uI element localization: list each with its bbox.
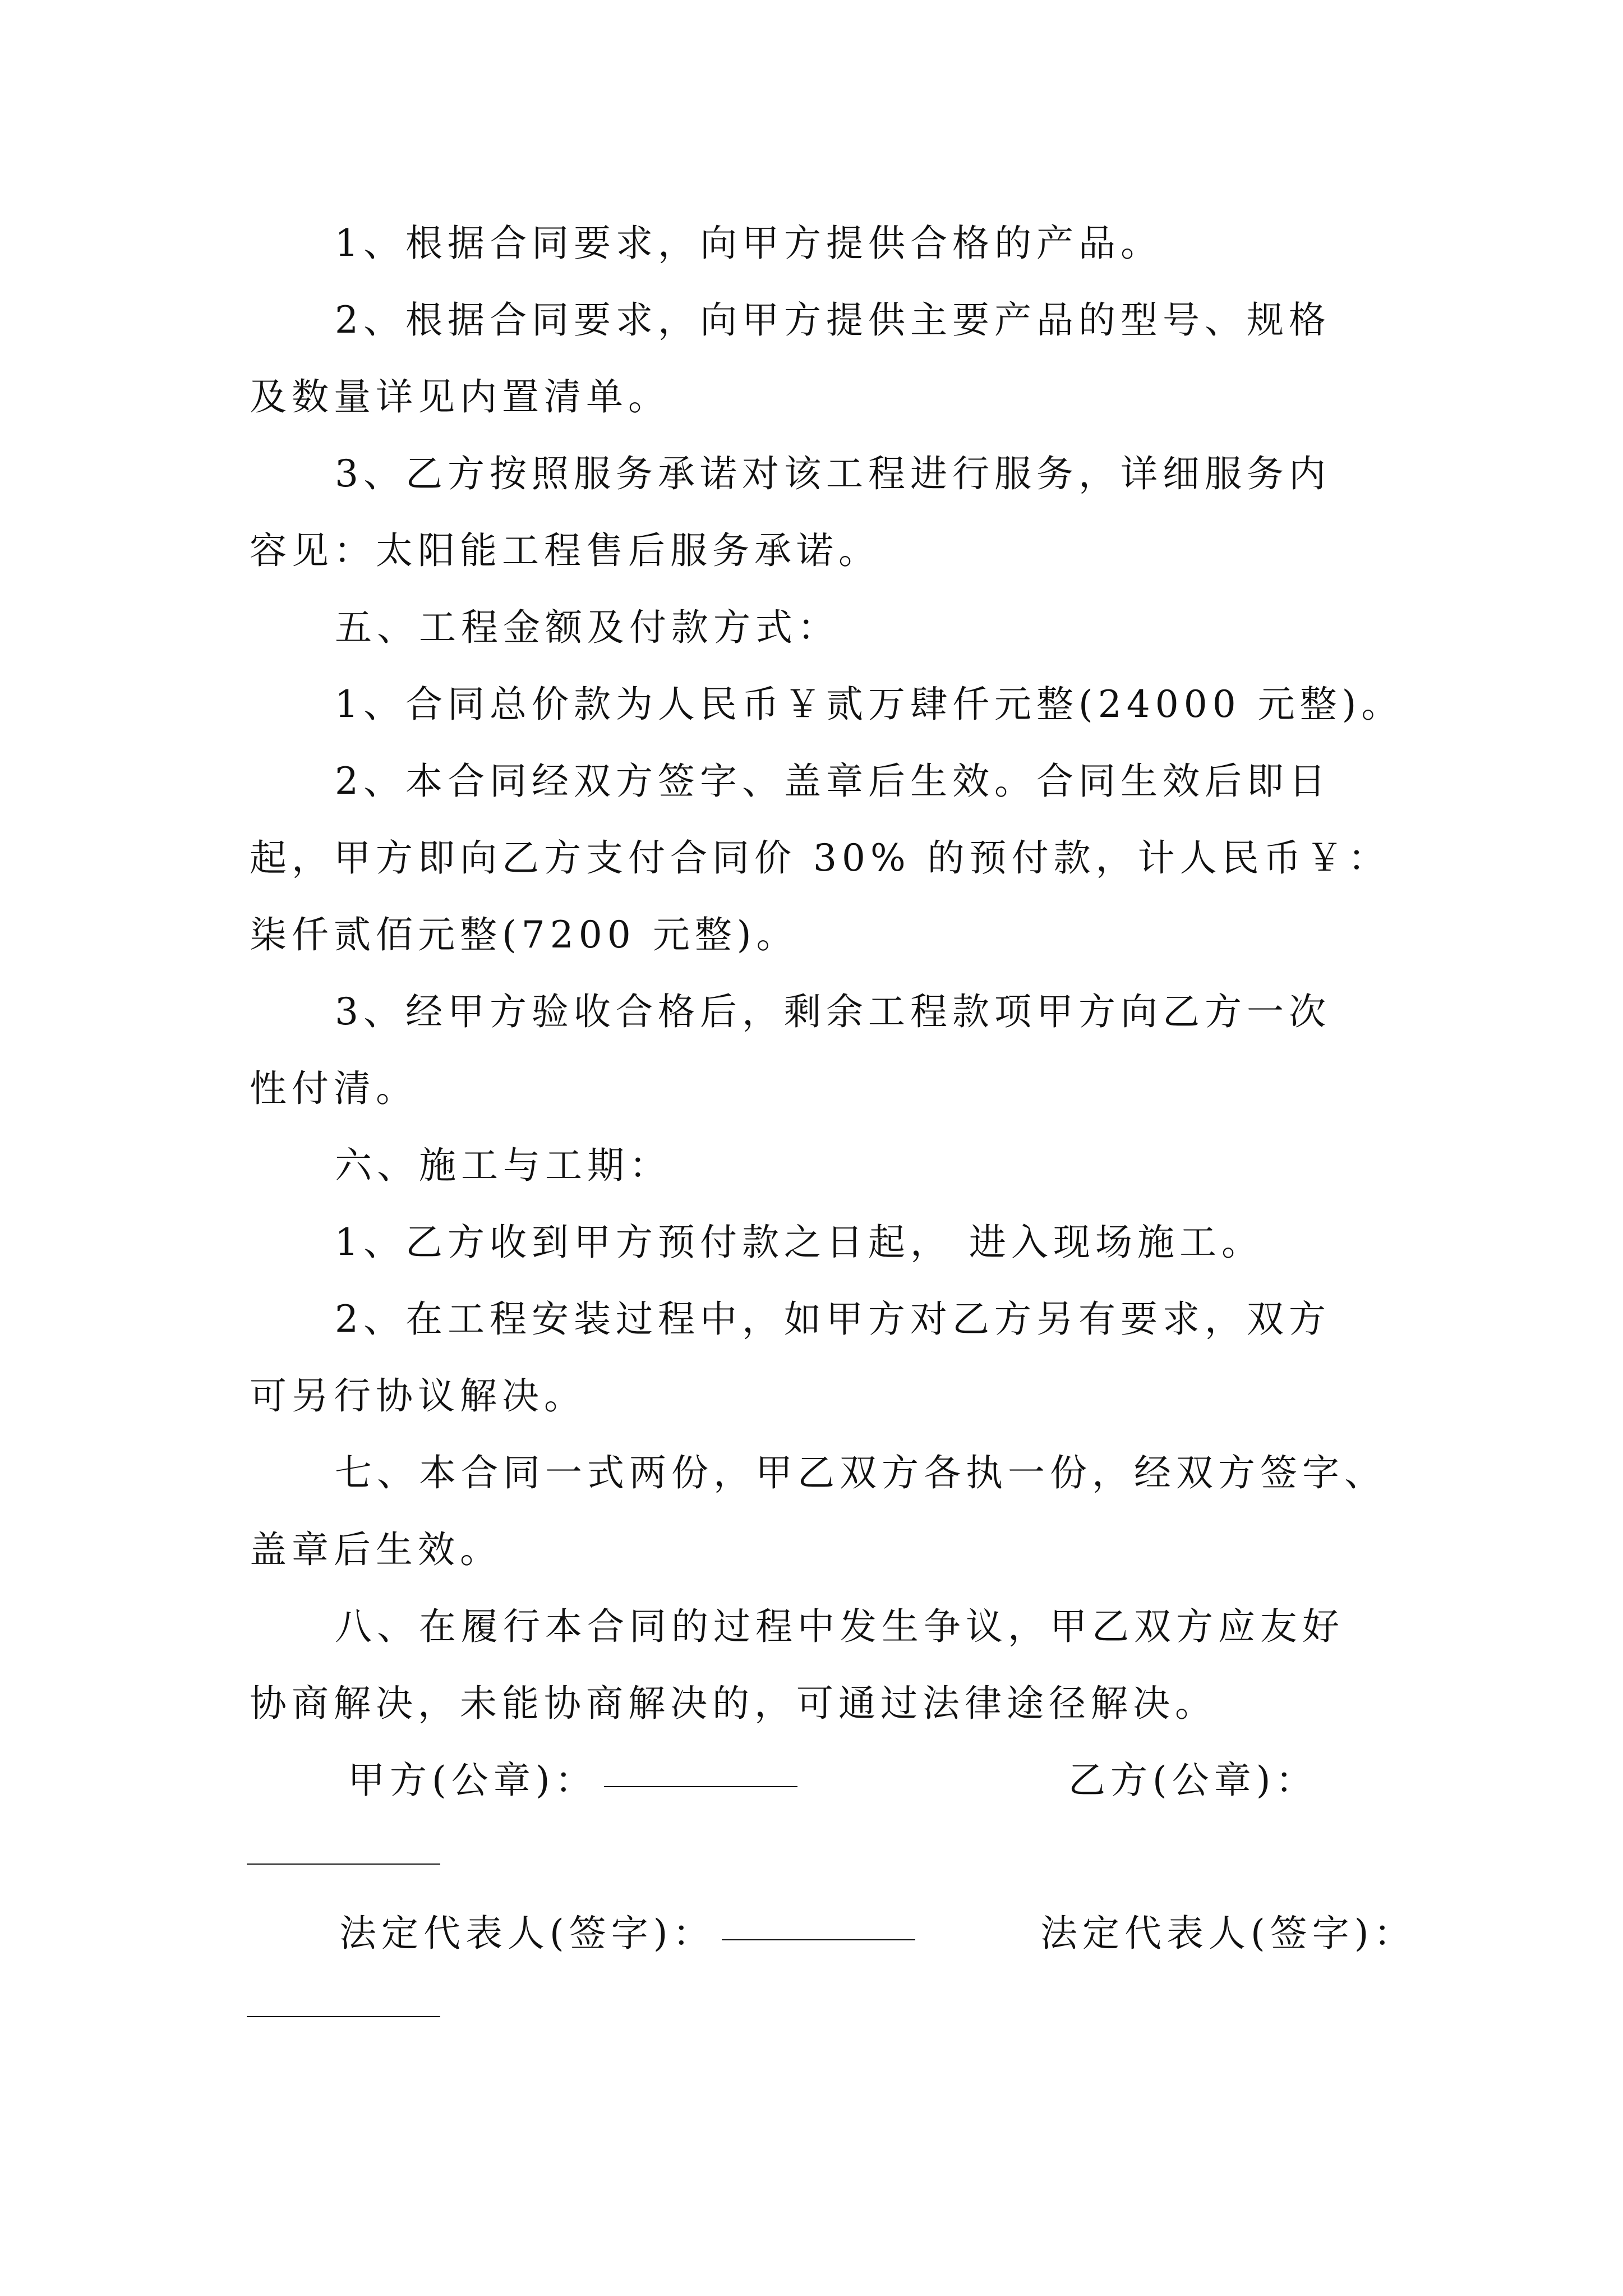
clause-paragraph (250, 1281, 1388, 1434)
section-heading-text: 六、施工与工期： (335, 1144, 671, 1187)
section-heading (250, 1127, 1388, 1204)
clause-paragraph (250, 743, 1388, 973)
section-heading-text: 五、工程金额及付款方式： (335, 606, 840, 649)
clause-line: 1、根据合同要求，向甲方提供合格的产品。 (335, 222, 1163, 265)
clause-line: 七、本合同一式两份，甲乙双方各执一份，经双方签字、 (335, 1451, 1386, 1494)
clause-paragraph (250, 435, 1388, 589)
clause-line: 及数量详见内置清单。 (250, 375, 670, 418)
clause-line: 柒仟贰佰元整(7200 元整)。 (250, 913, 799, 956)
representative-row (250, 1895, 1416, 1972)
party-a-seal-label: 甲方(公章)： (348, 1759, 597, 1802)
clause-paragraph (250, 1588, 1388, 1742)
clause-line: 容见：太阳能工程售后服务承诺。 (250, 529, 880, 572)
clause-paragraph (250, 1434, 1388, 1588)
clause-line: 2、根据合同要求，向甲方提供主要产品的型号、规格 (335, 298, 1331, 342)
clause-line: 2、在工程安装过程中，如甲方对乙方另有要求，双方 (335, 1297, 1331, 1341)
clause-line: 2、本合同经双方签字、盖章后生效。合同生效后即日 (335, 760, 1331, 803)
clause-line: 1、乙方收到甲方预付款之日起， 进入现场施工。 (335, 1221, 1264, 1264)
clause-paragraph (250, 666, 1404, 743)
party-a-representative (339, 1895, 915, 1972)
party-a-rep-blank (722, 1939, 915, 1940)
clause-line: 1、合同总价款为人民币￥贰万肆仟元整(24000 元整)。 (335, 683, 1404, 726)
clause-line: 3、经甲方验收合格后，剩余工程款项甲方向乙方一次 (335, 990, 1331, 1033)
clause-paragraph (250, 1204, 1388, 1281)
clause-line: 性付清。 (250, 1067, 418, 1110)
party-b-seal (1068, 1742, 1318, 1819)
clause-line: 3、乙方按照服务承诺对该工程进行服务，详细服务内 (335, 452, 1331, 495)
party-b-seal-blank (247, 1864, 440, 1865)
party-b-rep-blank (247, 2016, 440, 2017)
party-b-seal-label: 乙方(公章)： (1068, 1759, 1318, 1802)
party-a-rep-label: 法定代表人(签字)： (339, 1912, 715, 1955)
clause-paragraph (250, 282, 1388, 435)
seal-row (250, 1742, 1388, 1819)
clause-line: 起，甲方即向乙方支付合同价 30% 的预付款，计人民币￥： (250, 836, 1390, 880)
clause-line: 八、在履行本合同的过程中发生争议，甲乙双方应友好 (335, 1605, 1344, 1648)
clause-paragraph (250, 973, 1388, 1127)
party-b-representative (1040, 1895, 1416, 1972)
party-a-seal (348, 1742, 797, 1819)
clause-line: 协商解决，未能协商解决的，可通过法律途径解决。 (250, 1682, 1217, 1725)
clause-line: 盖章后生效。 (250, 1528, 502, 1571)
party-a-seal-blank (604, 1786, 797, 1787)
clause-line: 可另行协议解决。 (250, 1374, 586, 1418)
party-b-rep-label: 法定代表人(签字)： (1040, 1912, 1416, 1955)
section-heading (250, 589, 1388, 666)
clause-paragraph (250, 205, 1388, 282)
